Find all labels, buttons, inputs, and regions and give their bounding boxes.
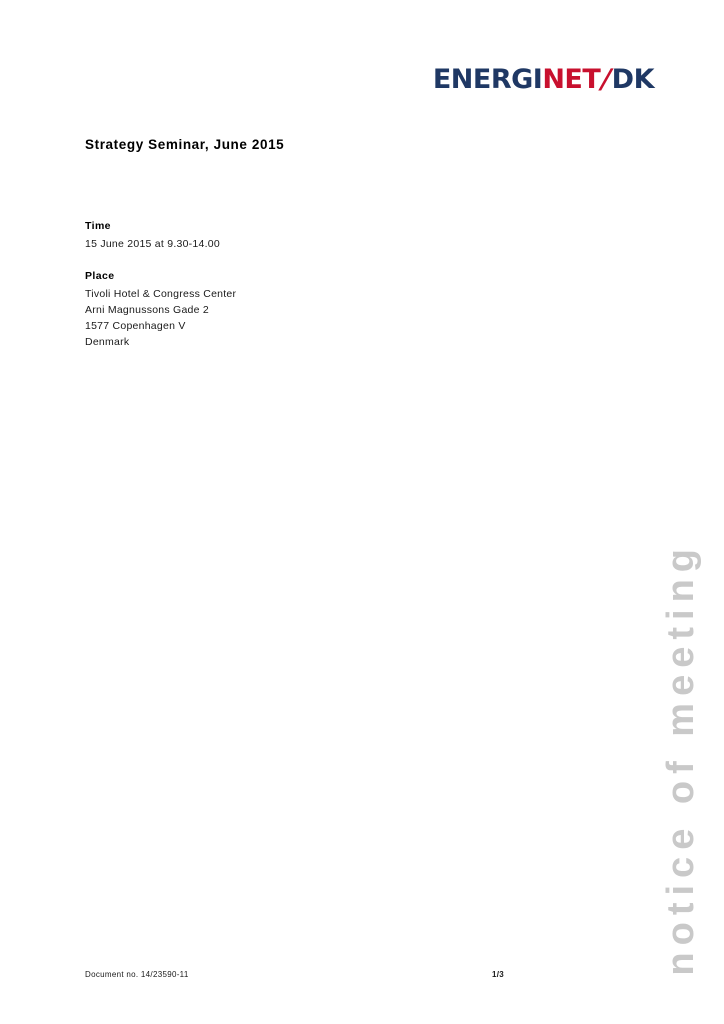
page-title: Strategy Seminar, June 2015 bbox=[85, 137, 285, 152]
footer-page-number: 1/3 bbox=[491, 970, 504, 979]
page-footer bbox=[85, 970, 639, 979]
logo-text-accent: NET bbox=[542, 64, 601, 95]
logo-slash-icon: / bbox=[597, 64, 615, 95]
footer-document-number: Document no. 14/23590-11 bbox=[85, 970, 189, 979]
document-type-watermark: notice of meeting bbox=[660, 542, 702, 976]
section-place-line: Tivoli Hotel & Congress Center bbox=[85, 288, 237, 300]
logo-text-suffix: DK bbox=[611, 64, 654, 95]
section-time-heading: Time bbox=[85, 220, 111, 232]
section-time bbox=[85, 218, 220, 252]
section-place-line: Arni Magnussons Gade 2 bbox=[85, 304, 209, 316]
logo-text-primary: ENERGI bbox=[432, 64, 543, 95]
section-place-heading: Place bbox=[85, 270, 115, 282]
section-place bbox=[85, 268, 236, 350]
section-time-line: 15 June 2015 at 9.30-14.00 bbox=[85, 238, 220, 250]
section-place-line: 1577 Copenhagen V bbox=[85, 320, 186, 332]
section-place-line: Denmark bbox=[85, 336, 130, 348]
energinet-dk-logo bbox=[433, 66, 654, 93]
